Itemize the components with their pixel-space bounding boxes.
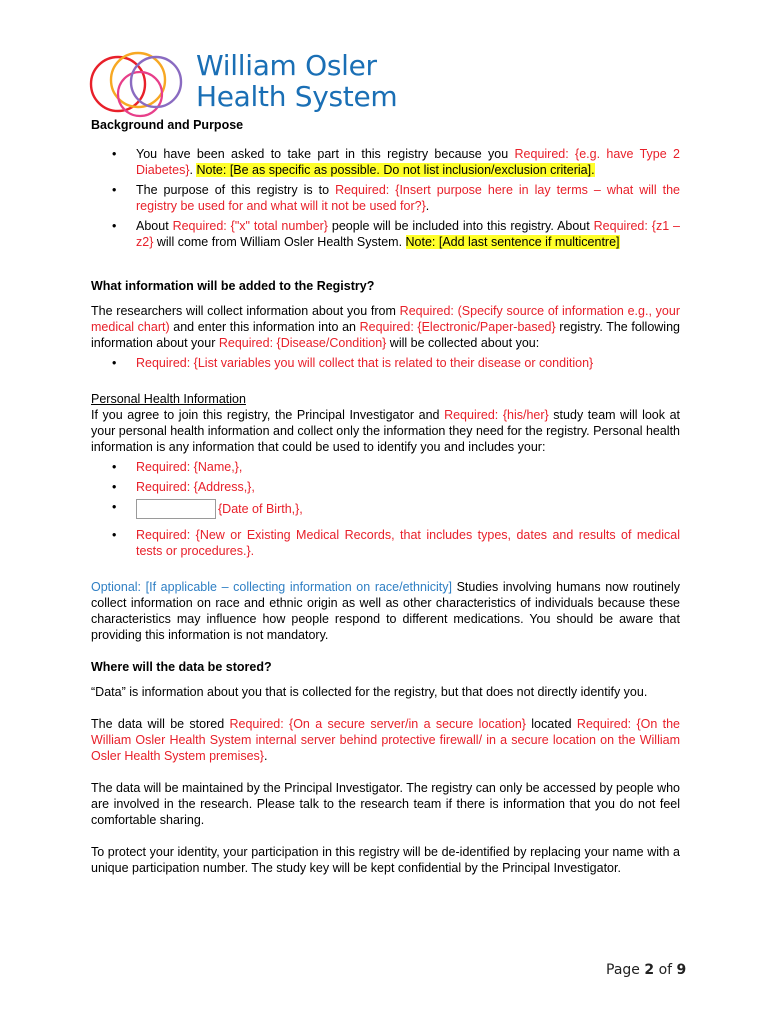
- dob-input-box[interactable]: [136, 499, 216, 519]
- highlighted-note: Note: [Be as specific as possible. Do not list inclusion/exclusion criteria].: [196, 163, 595, 177]
- info-bullet: [91, 355, 680, 371]
- logo-line-1: William Osler: [196, 49, 377, 82]
- required-field: Required: {Electronic/Paper-based}: [359, 320, 556, 334]
- phi-list: [91, 459, 680, 559]
- organization-logo: [88, 42, 398, 120]
- required-field: Required: {On a secure server/in a secure location}: [229, 717, 526, 731]
- required-field: Required: {Address,},: [136, 480, 255, 494]
- required-field: Required: {his/her}: [444, 408, 549, 422]
- required-field: Required: (Specify source of information e.g., your medical chart): [91, 304, 680, 334]
- background-list: [91, 146, 680, 250]
- phi-paragraph: If you agree to join this registry, the Principal Investigator and Required: {his/her} study team will look at your personal health information and collect only the information they need for the registry. Personal health information is any information that could be used to identify you and includes your:: [91, 408, 681, 454]
- required-field: Required: {New or Existing Medical Records, that includes types, dates and results of medical tests or procedures.}.: [136, 528, 680, 558]
- phi-bullet-records: [91, 527, 680, 559]
- required-field: Required: {z1 – z2}: [136, 219, 681, 249]
- logo-rings-icon: [88, 42, 188, 120]
- heading-info: What information will be added to the Registry?: [91, 279, 375, 293]
- phi-bullet-dob: [91, 499, 680, 523]
- logo-wordmark: [196, 50, 397, 112]
- required-field: Required: {"x" total number}: [172, 219, 328, 233]
- storage-paragraph-3: The data will be maintained by the Principal Investigator. The registry can only be accessed by people who are involved in the research. Please talk to the research team if there is information that you do not feel comfortable sharing.: [91, 781, 680, 827]
- required-field: Required: {List variables you will collect that is related to their disease or condition}: [136, 356, 594, 370]
- storage-paragraph-2: The data will be stored Required: {On a secure server/in a secure location} located Required: {On the William Osler Health System internal server behind protective firewall/ in a secure location on the William Osler Health System premises}.: [91, 717, 680, 763]
- optional-field: Optional: [If applicable – collecting information on race/ethnicity]: [91, 580, 452, 594]
- total-pages: 9: [676, 962, 687, 978]
- required-field: Required: {Name,},: [136, 460, 243, 474]
- phi-bullet-name: [91, 459, 680, 475]
- required-field: {Date of Birth,},: [218, 502, 303, 516]
- document-body: [91, 117, 680, 876]
- storage-paragraph-1: “Data” is information about you that is collected for the registry, but that does not directly identify you.: [91, 685, 648, 699]
- heading-phi: Personal Health Information: [91, 392, 246, 406]
- required-field: Required: {e.g. have Type 2 Diabetes}: [136, 147, 680, 177]
- logo-line-2: Health System: [196, 80, 398, 113]
- phi-bullet-address: [91, 479, 680, 495]
- storage-paragraph-4: To protect your identity, your participation in this registry will be de-identified by replacing your name with a unique participation number. The study key will be kept confidential by the Principal Investigator.: [91, 845, 680, 875]
- current-page: 2: [644, 962, 655, 978]
- heading-background: Background and Purpose: [91, 118, 244, 132]
- highlighted-note: Note: [Add last sentence if multicentre]: [405, 235, 620, 249]
- required-field: Required: {On the William Osler Health System internal server behind protective firewall/ in a secure location on the William Osler Health System premises}: [91, 717, 680, 763]
- background-bullet-2: • The purpose of this registry is to Required: {Insert purpose here in lay terms – what will the registry be used for and what will it not be used for?}.: [91, 182, 680, 214]
- info-list: [91, 355, 680, 371]
- required-field: Required: {Disease/Condition}: [218, 336, 387, 350]
- background-bullet-1: • You have been asked to take part in this registry because you Required: {e.g. have Type 2 Diabetes}. Note: [Be as specific as possible. Do not list inclusion/exclusion criteria].: [91, 146, 680, 178]
- heading-storage: Where will the data be stored?: [91, 660, 272, 674]
- page-number: Page 2 of 9: [606, 962, 687, 978]
- info-paragraph: The researchers will collect information about you from Required: (Specify source of information e.g., your medical chart) and enter this information into an Required: {Electronic/Paper-based} registry. The following information about your Required: {Disease/Condition} will be collected about you:: [91, 304, 680, 350]
- optional-paragraph: Optional: [If applicable – collecting information on race/ethnicity] Studies involving humans now routinely collect information on race and ethnic origin as well as other characteristics of individuals because these characteristics may influence how people respond to different medications. You should be aware that providing this information is not mandatory.: [91, 580, 680, 642]
- required-field: Required: {Insert purpose here in lay terms – what will the registry be used for and what will it not be used for?}: [136, 183, 680, 213]
- background-bullet-3: • About Required: {"x" total number} people will be included into this registry. About Required: {z1 – z2} will come from William Osler Health System. Note: [Add last sentence if multicentre]: [91, 218, 680, 250]
